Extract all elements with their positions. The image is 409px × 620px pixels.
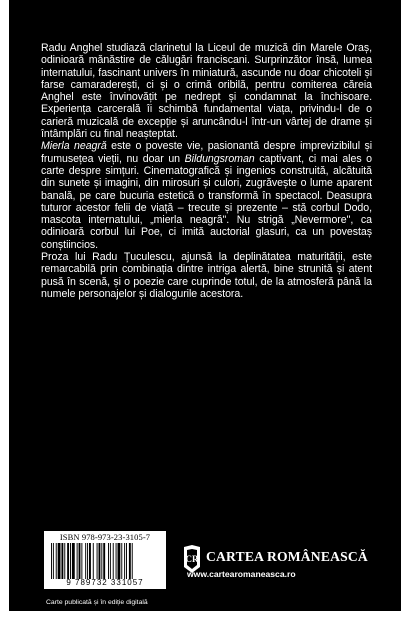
- barcode-bar: [116, 543, 117, 579]
- barcode-bar: [124, 543, 125, 579]
- publisher-block: [182, 545, 402, 595]
- barcode-bar: [51, 543, 52, 579]
- barcode-bar: [132, 543, 133, 579]
- barcode-bars: [51, 543, 163, 579]
- barcode-bar: [58, 543, 61, 579]
- barcode-bar: [87, 543, 88, 579]
- blurb-paragraph-1: Radu Anghel studiază clarinetul la Liceul de muzică din Marele Oraș, odinioară mănăstire de călugări franciscani. Surprinzător însă, lumea internatului, fascinant univers în miniatură, ascunde nu doar chicoteli și farse camaraderești, ci și o crimă oribilă, pentru comiterea căreia Anghel este învinovățit pe nedrept și condamnat la închisoare. Experiența carcerală îi schimbă fundamental viața, privindu-l de o carieră muzicală de excepție și aruncându-l într-un vârtej de drame și întâmplări cu final neașteptat.: [41, 42, 372, 141]
- blurb-paragraph-2-part-a: este o poveste vie, pasionantă despre imprevizibilul și frumusețea vieții, nu doar un: [41, 140, 373, 165]
- publisher-name: CARTEA ROMÂNEASCĂ: [206, 549, 368, 564]
- barcode-bar: [118, 543, 121, 579]
- barcode-bar: [108, 543, 109, 579]
- publisher-url: www.cartearomaneasca.ro: [187, 569, 296, 579]
- barcode-bar: [67, 543, 69, 579]
- barcode-bar: [97, 543, 98, 579]
- genre-term: Bildungsroman: [184, 152, 255, 165]
- barcode-bar: [101, 543, 102, 579]
- blurb-paragraph-3: Proza lui Radu Țuculescu, ajunsă la deplinătatea maturității, este remarcabilă prin combinația dintre intriga alertă, bine strunită și atent pusă în scenă, și o poezie care cuprinde totul, de la atmosferă până la numele personajelor și dialogurile acestora.: [41, 251, 372, 300]
- book-title: Mierla neagră: [41, 140, 107, 153]
- barcode-bar: [121, 543, 122, 579]
- barcode-bar: [89, 543, 91, 579]
- isbn-label: ISBN 978-973-23-3105-7: [59, 532, 151, 542]
- back-cover: [9, 0, 401, 611]
- blurb-paragraph-2-part-b: captivant, ci mai ales o carte despre simțuri. Cinematografică și ingenios construită, alcătuită din sunete și imagini, din mirosuri și culori, zugrăvește o lume aparent banală, pe care bucuria estetică o transformă în spectacol. Deasupra tuturor acestor felii de viață – trecute și prezente – stă corbul Dodo, mascota internatului, „mierla neagră". Nu strigă „Nevermore", ca odinioară corbul lui Poe, ci imită auctorial glasuri, ca un povestaș conștiincios.: [41, 152, 372, 251]
- barcode-bar: [93, 543, 94, 579]
- barcode-bar: [126, 543, 127, 579]
- barcode-bar: [81, 543, 82, 579]
- barcode-bar: [79, 543, 81, 579]
- barcode-bar: [113, 543, 114, 579]
- barcode-digits: 9 789732 331057: [66, 578, 144, 587]
- barcode-bar: [85, 543, 86, 579]
- barcode-bar: [56, 543, 57, 579]
- barcode: [44, 531, 166, 589]
- barcode-bar: [99, 543, 101, 579]
- svg-text:CR: CR: [185, 554, 199, 564]
- barcode-bar: [64, 543, 65, 579]
- barcode-bar: [72, 543, 75, 579]
- barcode-bar: [53, 543, 54, 579]
- digital-edition-note: Carte publicată și în ediție digitală: [46, 599, 148, 606]
- barcode-bar: [61, 543, 63, 579]
- barcode-bar: [129, 543, 131, 579]
- barcode-bar: [103, 543, 105, 579]
- blurb-paragraph-2: [41, 140, 372, 251]
- barcode-bar: [77, 543, 78, 579]
- barcode-bar: [110, 543, 111, 579]
- barcode-bar: [70, 543, 71, 579]
- blurb-text: [41, 42, 372, 300]
